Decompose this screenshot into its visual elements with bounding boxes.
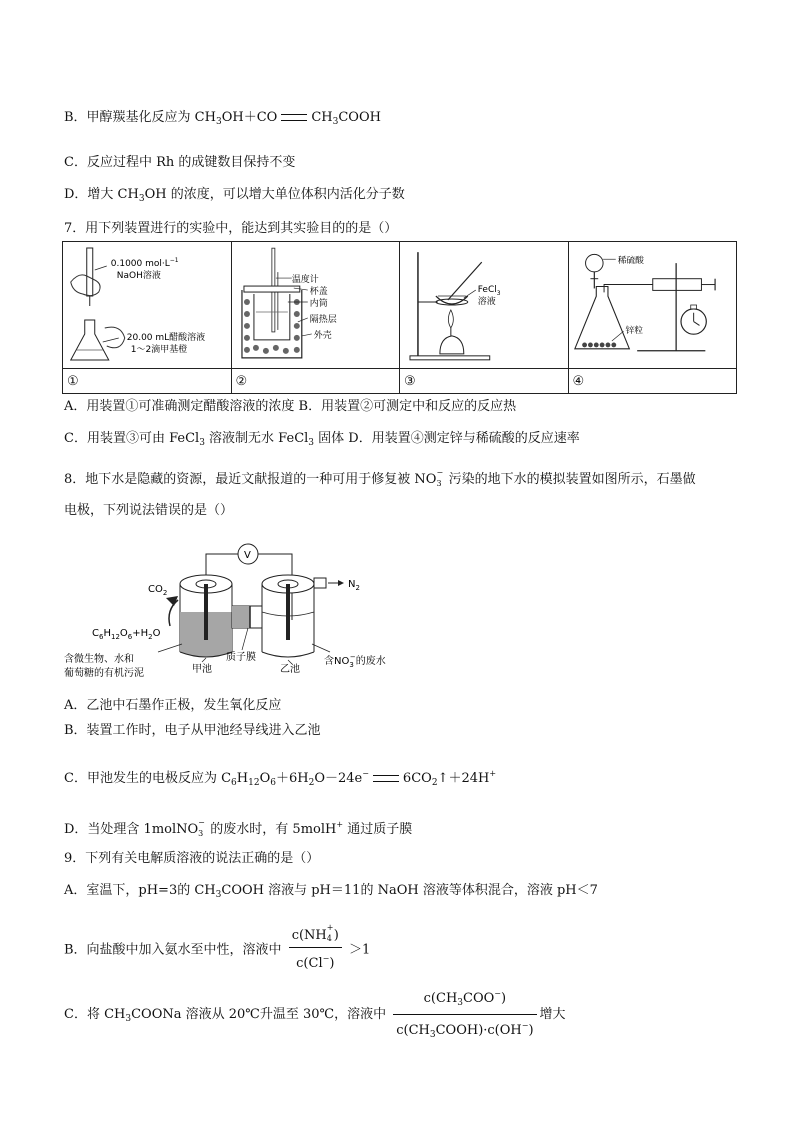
double-equals-sign xyxy=(373,775,399,782)
q8-option-c: C．甲池发生的电极反应为 $C_6H_{12}O_6+6H_2O-24e^-$ $6CO_2↑+24H^+$ xyxy=(64,769,497,788)
apparatus-table xyxy=(62,241,737,394)
fecl3-label: FeCl$_3$ xyxy=(477,285,501,298)
cell-yi-label: 乙池 xyxy=(280,664,300,675)
q6-option-c: C．反应过程中 Rh 的成键数目保持不变 xyxy=(64,155,296,170)
dilute-sulfuric-acid-label: 稀硫酸 xyxy=(617,256,644,267)
lid-label: 杯盖 xyxy=(309,287,328,298)
q9-option-a: A．室温下，pH=3的 $CH_3COOH$ 溶液与 pH＝11的 NaOH 溶液等体积混合，溶液 pH＜7 xyxy=(64,883,598,900)
thermometer-label: 温度计 xyxy=(291,275,319,286)
double-equals-sign xyxy=(281,114,307,121)
outer-shell-label: 外壳 xyxy=(313,330,332,341)
methyl-orange-label: 1～2滴甲基橙 xyxy=(130,345,188,355)
titration-apparatus-figure xyxy=(63,242,231,368)
q8-option-d: D．当处理含 1molNO − 3 的废水时，有 5molH+ 通过质子膜 xyxy=(64,818,413,838)
zinc-granules-label: 锌粒 xyxy=(624,326,643,337)
apparatus-label-3: ③ xyxy=(400,369,569,394)
naoh-solution-label: NaOH溶液 xyxy=(116,271,161,281)
electrochemical-cell-figure xyxy=(62,540,402,680)
q8-stem-line-2: 电极，下列说法错误的是（） xyxy=(64,503,234,518)
proton-membrane-label: 质子膜 xyxy=(226,652,256,663)
apparatus-4-cell xyxy=(568,242,737,369)
glucose-water-label: $C_6H_{12}O_6+H_2O$ xyxy=(92,628,161,641)
q6-option-d: D．增大 $CH_3OH$ 的浓度，可以增大单位体积内活化分子数 xyxy=(64,187,405,204)
reaction-rate-figure xyxy=(569,242,737,368)
fecl3-solution-label: 溶液 xyxy=(477,297,496,308)
q7-options-ab: A．用装置①可准确测定醋酸溶液的浓度 B．用装置②可测定中和反应的反应热 xyxy=(64,399,517,414)
apparatus-2-cell xyxy=(231,242,400,369)
apparatus-label-4: ④ xyxy=(568,369,737,394)
q8-stem-line-1: 8．地下水是隐藏的资源，最近文献报道的一种可用于修复被 NO − 3 污染的地下水的模拟装置如图所示，石墨做 xyxy=(64,468,696,488)
apparatus-3-cell xyxy=(400,242,569,369)
evaporation-figure xyxy=(400,242,568,368)
nh4-cl-ratio-fraction: c(NH + 4 ) c(Cl−) xyxy=(289,926,342,974)
q8-option-a: A．乙池中石墨作正极，发生氧化反应 xyxy=(64,698,282,713)
naoh-conc-label: 0.1000 $mol\cdot L^{-1}$ xyxy=(110,257,179,269)
q7-stem: 7．用下列装置进行的实验中，能达到其实验目的的是（） xyxy=(64,221,398,236)
voltmeter-label: V xyxy=(244,550,251,561)
acetate-ratio-fraction: $\frac{c(CH_3COO^-)}{c(CH_3COOH)\cdot c(OH^-)}$ xyxy=(393,984,536,1045)
q9-option-b: B．向盐酸中加入氨水至中性，溶液中 c(NH + 4 ) c(Cl−) ＞1 xyxy=(64,926,370,974)
cell-jia-label: 甲池 xyxy=(192,664,212,675)
insulation-label: 隔热层 xyxy=(309,314,337,325)
sludge-label-line-2: 葡萄糖的有机污泥 xyxy=(64,668,144,679)
inner-cylinder-label: 内筒 xyxy=(309,298,328,309)
nitrate-wastewater-label: 含$NO_3-$的废水 xyxy=(324,653,386,669)
apparatus-1-cell xyxy=(63,242,232,369)
q9-stem: 9．下列有关电解质溶液的说法正确的是（） xyxy=(64,851,320,866)
n2-label: $N_2$ xyxy=(348,579,360,592)
apparatus-label-2: ② xyxy=(231,369,400,394)
calorimeter-figure xyxy=(232,242,400,368)
q6-option-b: B．甲醇羰基化反应为 $CH_3OH+CO$ $CH_3COOH$ xyxy=(64,110,381,127)
q8-option-b: B．装置工作时，电子从甲池经导线进入乙池 xyxy=(64,723,321,738)
q7-options-cd: C．用装置③可由 FeCl$_3$ 溶液制无水 FeCl$_3$ 固体 D．用装置④测定锌与稀硫酸的反应速率 xyxy=(64,431,580,448)
acetic-acid-label: 20.00 mL醋酸溶液 xyxy=(126,333,206,343)
q9-option-c: C．将 $CH_3COONa$ 溶液从 20℃升温至 30℃，溶液中 $\frac{c(CH_3COO^-)}{c(CH_3COOH)\cdot c(OH^-)}$ 增大 xyxy=(64,984,566,1045)
apparatus-label-1: ① xyxy=(63,369,232,394)
co2-label: $CO_2$ xyxy=(148,584,168,597)
sludge-label-line-1: 含微生物、水和 xyxy=(64,654,134,665)
